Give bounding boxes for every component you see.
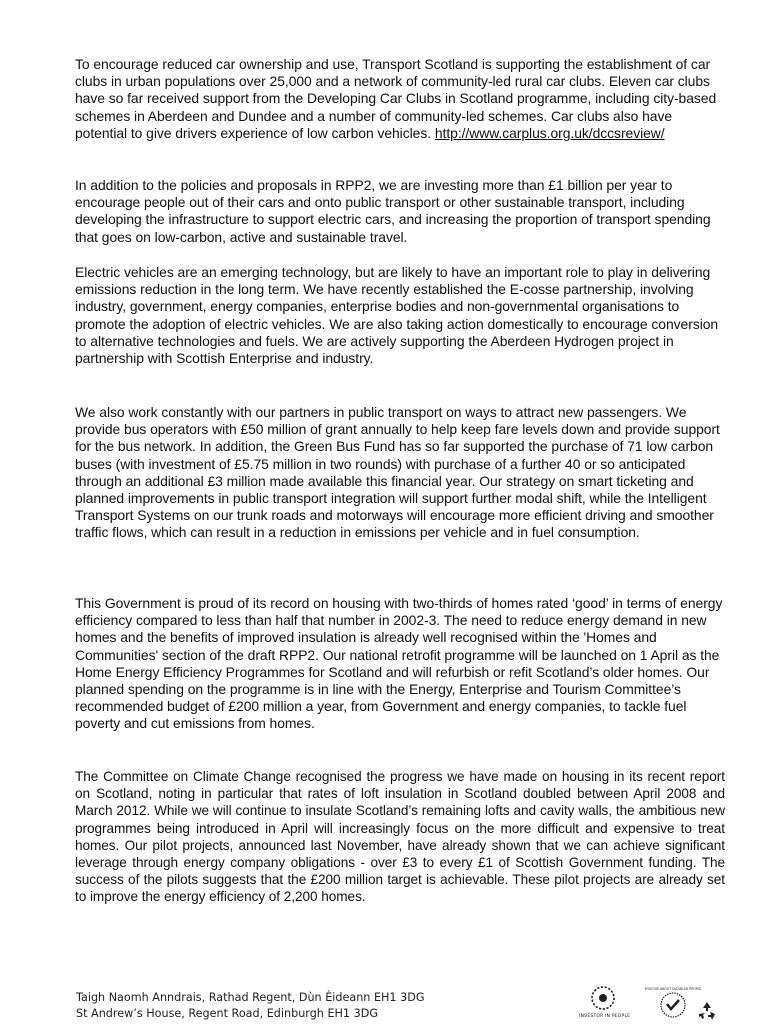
paragraph-climate-committee: The Committee on Climate Change recognised the progress we have made on housing in its recent report on Scotland, noting in particular that rates of loft insulation in Scotland doubled between April 2008 and March 2012. While we will continue to insulate Scotland’s remaining lofts and cavity walls, the ambitious new programmes being introduced in April will increasingly focus on the more difficult and expensive to treat homes. Our pilot projects, announced last November, have already shown that we can achieve significant leverage through energy company obligations - over £3 to every £1 of Scottish Government funding. The success of the pilots suggests that the £200 million target is achievable. These pilot projects are already set to improve the energy efficiency of 2,200 homes.	[75, 769, 725, 905]
iip-caption: INVESTOR IN PEOPLE	[579, 1014, 631, 1019]
recycle-logo	[696, 1000, 718, 1022]
paragraph-car-clubs-text: To encourage reduced car ownership and use, Transport Scotland is supporting the establishment of car clubs in urban populations over 25,000 and a network of community-led rural car clubs. Eleven car clubs have so far received support from the Developing Car Clubs in Scotland programme, including city-based schemes in Aberdeen and Dundee and a number of community-led schemes. Car clubs also have potential to give drivers experience of low carbon vehicles.	[75, 56, 717, 141]
investors-in-people-icon	[579, 984, 627, 1014]
disabled-logo-text: POSITIVE ABOUT DISABLED PEOPLE	[644, 987, 702, 991]
footer-address	[76, 990, 425, 1021]
address-gaelic: Taigh Naomh Anndrais, Rathad Regent, Dùn Èideann EH1 3DG	[76, 991, 425, 1004]
paragraph-transport-investment: In addition to the policies and proposals in RPP2, we are investing more than £1 billion per year to encourage people out of their cars and onto public transport or other sustainable transport, including developing the infrastructure to support electric cars, and increasing the proportion of transport spending that goes on low-carbon, active and sustainable travel.	[75, 177, 711, 245]
investors-in-people-logo	[579, 984, 631, 1024]
address-english: St Andrew’s House, Regent Road, Edinburgh EH1 3DG	[76, 1006, 379, 1020]
positive-about-disabled-people-logo	[644, 984, 702, 1024]
paragraph-car-clubs	[75, 56, 725, 142]
disability-symbol-icon	[644, 984, 702, 1024]
paragraph-housing: This Government is proud of its record on housing with two-thirds of homes rated ‘good’ in terms of energy efficiency compared to less than half that number in 2002-3. The need to reduce energy demand in new homes and the benefits of improved insulation is already well recognised within the 'Homes and Communities' section of the draft RPP2. Our national retrofit programme will be launched on 1 April as the Home Energy Efficiency Programmes for Scotland and will refurbish or refit Scotland’s older homes. Our planned spending on the programme is in line with the Energy, Enterprise and Tourism Committee’s recommended budget of £200 million a year, from Government and energy companies, to tackle fuel poverty and cut emissions from homes.	[75, 595, 723, 732]
paragraph-public-transport: We also work constantly with our partners in public transport on ways to attract new passengers. We provide bus operators with £50 million of grant annually to help keep fare levels down and provide support for the bus network. In addition, the Green Bus Fund has so far supported the purchase of 71 low carbon buses (with investment of £5.75 million in two rounds) with purchase of a further 40 or so anticipated through an additional £3 million made available this financial year. Our strategy on smart ticketing and planned improvements in public transport integration will support further modal shift, while the Intelligent Transport Systems on our trunk roads and motorways will encourage more efficient driving and smoother traffic flows, which can result in a reduction in emissions per vehicle and in fuel consumption.	[75, 404, 720, 541]
footer-logos	[575, 984, 755, 1024]
recycle-icon	[696, 1000, 718, 1022]
paragraph-electric-vehicles: Electric vehicles are an emerging technology, but are likely to have an important role to play in delivering emissions reduction in the long term. We have recently established the E-cosse partnership, involving industry, government, energy companies, enterprise bodies and non-governmental organisations to promote the adoption of electric vehicles. We are also taking action domestically to encourage conversion to alternative technologies and fuels. We are actively supporting the Aberdeen Hydrogen project in partnership with Scottish Enterprise and industry.	[75, 264, 719, 367]
carplus-link[interactable]: http://www.carplus.org.uk/dccsreview/	[434, 124, 665, 141]
